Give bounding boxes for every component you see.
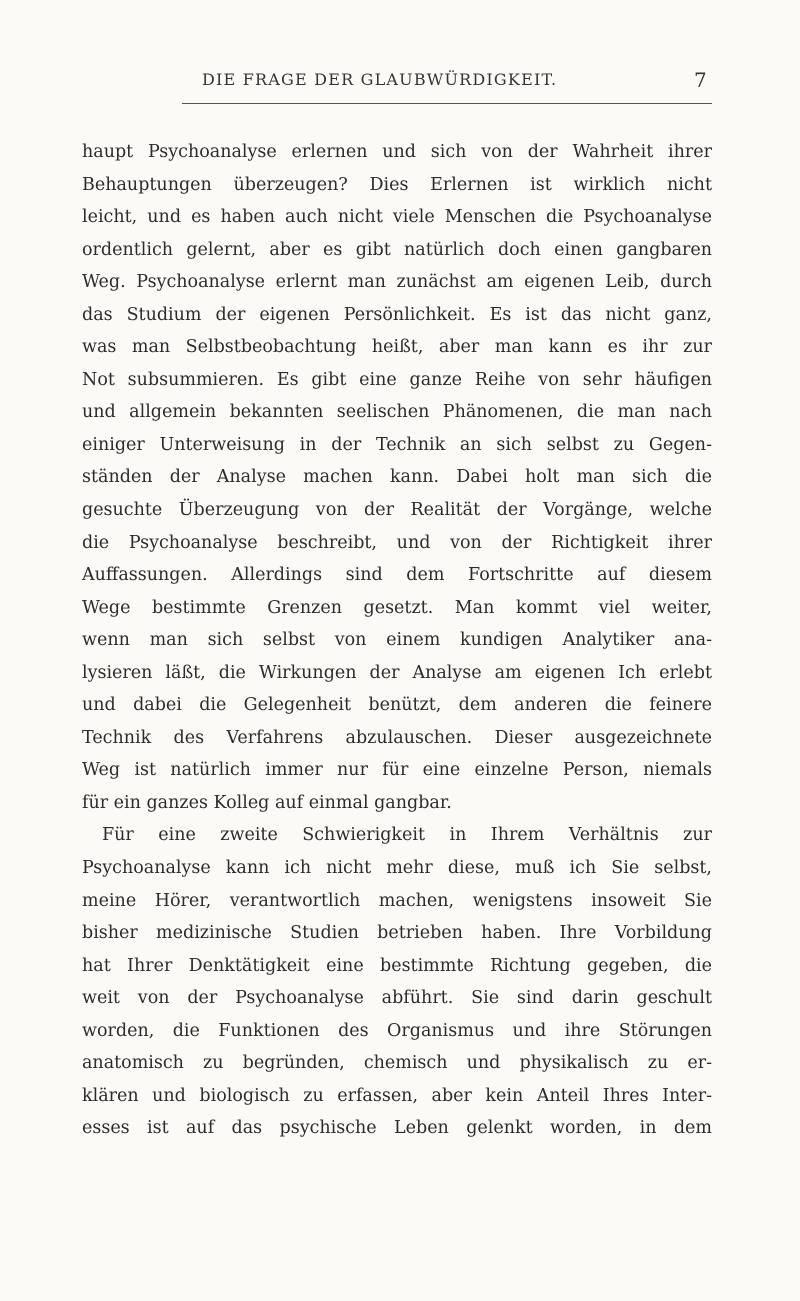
text-line: Psychoanalyse kann ich nicht mehr diese, muß ich Sie selbst,: [82, 858, 712, 879]
text-line: anatomisch zu begründen, chemisch und physikalisch zu er-: [82, 1053, 712, 1074]
text-line: Wege bestimmte Grenzen gesetzt. Man kommt viel weiter,: [82, 597, 712, 618]
text-line: Not subsummieren. Es gibt eine ganze Reihe von sehr häufigen: [82, 369, 712, 390]
text-line: und dabei die Gelegenheit benützt, dem anderen die feinere: [82, 695, 712, 716]
text-line: für ein ganzes Kolleg auf einmal gangbar.: [82, 792, 452, 813]
text-line: wenn man sich selbst von einem kundigen Analytiker ana-: [82, 630, 712, 651]
text-line: Für eine zweite Schwierigkeit in Ihrem Verhältnis zur: [102, 825, 712, 846]
text-line: Technik des Verfahrens abzulauschen. Dieser ausgezeichnete: [82, 727, 712, 748]
text-line: einiger Unterweisung in der Technik an sich selbst zu Gegen-: [82, 434, 712, 455]
text-line: bisher medizinische Studien betrieben haben. Ihre Vorbildung: [82, 923, 712, 944]
text-line: esses ist auf das psychische Leben gelenkt worden, in dem: [82, 1118, 712, 1139]
text-line: klären und biologisch zu erfassen, aber kein Anteil Ihres Inter-: [82, 1085, 712, 1106]
text-line: die Psychoanalyse beschreibt, und von der Richtigkeit ihrer: [82, 532, 712, 553]
text-line: das Studium der eigenen Persönlichkeit. Es ist das nicht ganz,: [82, 304, 712, 325]
text-line: was man Selbstbeobachtung heißt, aber man kann es ihr zur: [82, 337, 712, 358]
paragraph-1: [82, 136, 712, 819]
text-line: gesuchte Überzeugung von der Realität der Vorgänge, welche: [82, 500, 712, 521]
header-rule: [182, 103, 712, 104]
body-text: [82, 136, 712, 1145]
text-line: haupt Psychoanalyse erlernen und sich von der Wahrheit ihrer: [82, 142, 712, 162]
text-line: worden, die Funktionen des Organismus und ihre Störungen: [82, 1020, 712, 1041]
text-line: Weg ist natürlich immer nur für eine einzelne Person, niemals: [82, 760, 712, 781]
paragraph-2: [82, 819, 712, 1144]
text-line: hat Ihrer Denktätigkeit eine bestimmte Richtung gegeben, die: [82, 955, 712, 976]
text-line: Weg. Psychoanalyse erlernt man zunächst am eigenen Leib, durch: [82, 272, 712, 293]
text-line: Behauptungen überzeugen? Dies Erlernen ist wirklich nicht: [82, 174, 712, 195]
text-line: Auffassungen. Allerdings sind dem Fortschritte auf diesem: [82, 565, 712, 586]
text-line: ordentlich gelernt, aber es gibt natürlich doch einen gangbaren: [82, 239, 712, 260]
page-number: 7: [694, 68, 707, 92]
text-line: weit von der Psychoanalyse abführt. Sie sind darin geschult: [82, 988, 712, 1009]
running-title: DIE FRAGE DER GLAUBWÜRDIGKEIT.: [202, 70, 558, 89]
text-line: leicht, und es haben auch nicht viele Menschen die Psychoanalyse: [82, 207, 712, 228]
text-line: lysieren läßt, die Wirkungen der Analyse am eigenen Ich erlebt: [82, 662, 712, 683]
text-line: meine Hörer, verantwortlich machen, wenigstens insoweit Sie: [82, 890, 712, 911]
text-line: und allgemein bekannten seelischen Phänomenen, die man nach: [82, 402, 712, 423]
text-line: ständen der Analyse machen kann. Dabei holt man sich die: [82, 467, 712, 488]
